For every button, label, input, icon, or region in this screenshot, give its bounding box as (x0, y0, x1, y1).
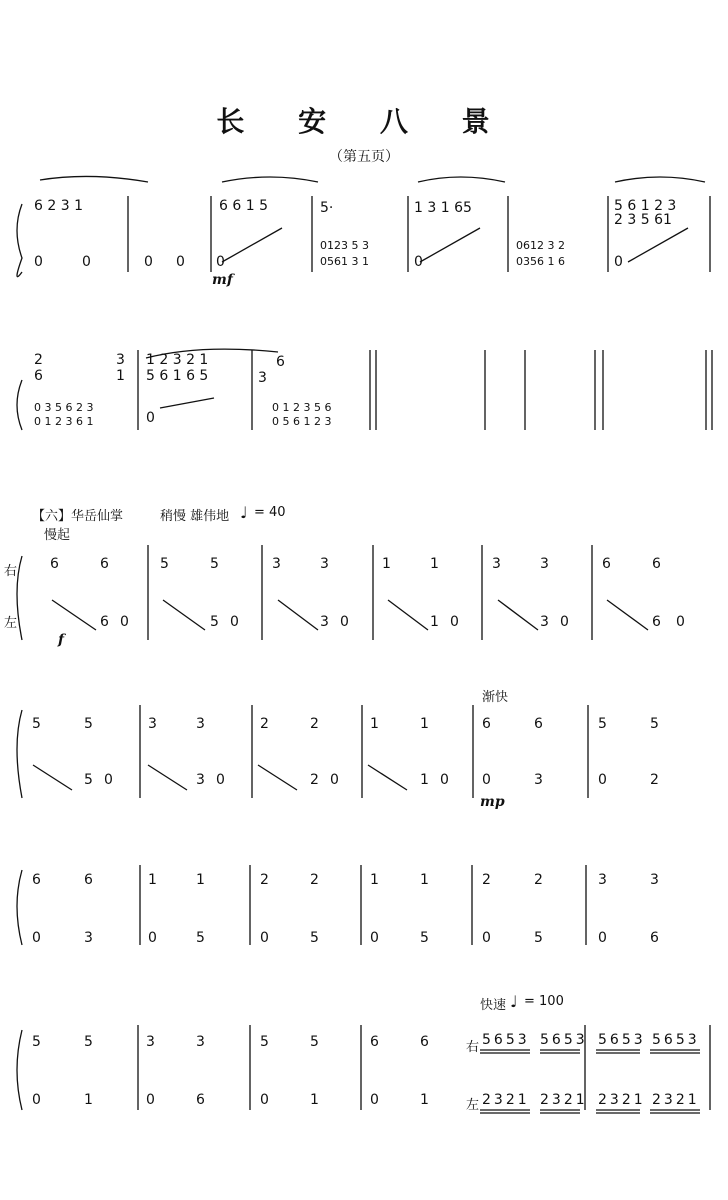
note-r2-c: 3 (116, 352, 125, 368)
note-r4-8: 1 (420, 716, 429, 732)
note-r3-l6: 0 (340, 614, 349, 630)
note-r6-2: 5 (84, 1034, 93, 1050)
note-r2-m: 0 5 6 1 2 3 (272, 415, 332, 428)
note-r3-10: 3 (540, 556, 549, 572)
note-r3-6: 3 (320, 556, 329, 572)
note-r1-upper-b: 6 6 1 5 (219, 198, 268, 214)
note-r2-a: 2 (34, 352, 43, 368)
quarter-note-icon-2: ♩ (510, 992, 518, 1011)
note-r2-l: 0 1 2 3 5 6 (272, 401, 332, 414)
note-r5-6: 2 (310, 872, 319, 888)
note-r1-upper-a: 6 2 3 1 (34, 198, 83, 214)
note-r4-6: 2 (310, 716, 319, 732)
note-r5-l11: 0 (598, 930, 607, 946)
left-hand-label: 左 (4, 616, 18, 631)
fast-tempo-value: = 100 (524, 994, 564, 1009)
note-r1-upper-f: 2 3 5 61 (614, 212, 672, 228)
note-r1-lower-g: 0 (414, 254, 423, 270)
dynamic-mp: mp (480, 794, 505, 810)
note-r3-l1: 6 (100, 614, 109, 630)
note-r5-l2: 3 (84, 930, 93, 946)
fast-right-1: 5653 (482, 1032, 530, 1048)
note-r4-7: 1 (370, 716, 379, 732)
note-r6-l6: 1 (310, 1092, 319, 1108)
note-r5-l8: 5 (420, 930, 429, 946)
note-r2-f: 5 6 1 6 5 (146, 368, 209, 384)
note-r5-l7: 0 (370, 930, 379, 946)
note-r1-lower-f: 0123 5 3 (320, 239, 369, 252)
note-r3-l2: 0 (120, 614, 129, 630)
fast-left-2: 2321 (540, 1092, 588, 1108)
note-r2-k: 0 (146, 410, 155, 426)
note-r4-4: 3 (196, 716, 205, 732)
fast-right-3: 5653 (598, 1032, 646, 1048)
note-r4-5: 2 (260, 716, 269, 732)
note-r1-lower-c: 0 (144, 254, 153, 270)
note-r4-11: 5 (598, 716, 607, 732)
note-r5-1: 6 (32, 872, 41, 888)
note-r4-l5: 2 (310, 772, 319, 788)
note-r4-l12: 2 (650, 772, 659, 788)
note-r5-4: 1 (196, 872, 205, 888)
page-subtitle: （第五页） (329, 149, 399, 165)
note-r4-9: 6 (482, 716, 491, 732)
note-r2-i: 0 3 5 6 2 3 (34, 401, 94, 414)
note-r3-l12: 0 (676, 614, 685, 630)
note-r4-12: 5 (650, 716, 659, 732)
note-r1-lower-d: 0 (176, 254, 185, 270)
note-r6-l7: 0 (370, 1092, 379, 1108)
note-r1-lower-b: 0 (82, 254, 91, 270)
note-r6-l2: 1 (84, 1092, 93, 1108)
note-r4-l7: 1 (420, 772, 429, 788)
fast-right-4: 5653 (652, 1032, 700, 1048)
note-r2-j: 0 1 2 3 6 1 (34, 415, 94, 428)
left-hand-label-2: 左 (466, 1098, 480, 1113)
note-r4-2: 5 (84, 716, 93, 732)
note-r5-10: 2 (534, 872, 543, 888)
note-r5-l6: 5 (310, 930, 319, 946)
note-r5-l9: 0 (482, 930, 491, 946)
note-r1-lower-h: 0561 3 1 (320, 255, 369, 268)
note-r6-l3: 0 (146, 1092, 155, 1108)
note-r4-l11: 0 (598, 772, 607, 788)
quarter-note-icon: ♩ (240, 503, 248, 522)
note-r3-8: 1 (430, 556, 439, 572)
note-r3-2: 6 (100, 556, 109, 572)
section-label: 【六】华岳仙掌 (32, 509, 124, 524)
note-r5-12: 3 (650, 872, 659, 888)
note-r4-10: 6 (534, 716, 543, 732)
note-r4-l2: 0 (104, 772, 113, 788)
fast-label: 快速 (480, 998, 507, 1013)
note-r2-e: 1 2 3 2 1 (146, 352, 209, 368)
note-r3-11: 6 (602, 556, 611, 572)
note-r2-g: 6 (276, 354, 285, 370)
note-r1-upper-e: 5 6 1 2 3 (614, 198, 677, 214)
note-r5-7: 1 (370, 872, 379, 888)
note-r3-l8: 0 (450, 614, 459, 630)
note-r2-b: 6 (34, 368, 43, 384)
note-r5-l4: 5 (196, 930, 205, 946)
note-r6-8: 6 (420, 1034, 429, 1050)
note-r5-l3: 0 (148, 930, 157, 946)
note-r5-9: 2 (482, 872, 491, 888)
note-r3-l10: 0 (560, 614, 569, 630)
note-r6-5: 5 (260, 1034, 269, 1050)
note-r3-5: 3 (272, 556, 281, 572)
note-r5-l10: 5 (534, 930, 543, 946)
note-r3-9: 3 (492, 556, 501, 572)
note-r4-1: 5 (32, 716, 41, 732)
note-r3-12: 6 (652, 556, 661, 572)
note-r6-4: 3 (196, 1034, 205, 1050)
fast-left-3: 2321 (598, 1092, 646, 1108)
note-r3-4: 5 (210, 556, 219, 572)
note-r3-l3: 5 (210, 614, 219, 630)
note-r6-6: 5 (310, 1034, 319, 1050)
note-r6-l5: 0 (260, 1092, 269, 1108)
note-r6-1: 5 (32, 1034, 41, 1050)
note-r6-l8: 1 (420, 1092, 429, 1108)
note-r5-l1: 0 (32, 930, 41, 946)
note-r3-3: 5 (160, 556, 169, 572)
note-r1-lower-i: 0 (614, 254, 623, 270)
note-r1-lower-a: 0 (34, 254, 43, 270)
note-r4-l6: 0 (330, 772, 339, 788)
right-hand-label-2: 右 (466, 1040, 480, 1055)
right-hand-label: 右 (4, 564, 18, 579)
note-r6-l1: 0 (32, 1092, 41, 1108)
note-r1-upper-c: 5· (320, 200, 334, 216)
note-r5-3: 1 (148, 872, 157, 888)
note-r5-8: 1 (420, 872, 429, 888)
note-r4-l9: 0 (482, 772, 491, 788)
note-r4-l1: 5 (84, 772, 93, 788)
page-title: 长 安 八 景 (216, 105, 512, 138)
note-r2-d: 1 (116, 368, 125, 384)
fast-left-1: 2321 (482, 1092, 530, 1108)
note-r5-11: 3 (598, 872, 607, 888)
note-r3-1: 6 (50, 556, 59, 572)
note-r1-lower-e: 0 (216, 254, 225, 270)
note-r1-upper-d: 1 3 1 65 (414, 200, 472, 216)
tempo-value: = 40 (254, 505, 286, 520)
dynamic-f: f (58, 632, 65, 648)
note-r6-3: 3 (146, 1034, 155, 1050)
accel-label: 渐快 (482, 690, 509, 705)
note-r5-2: 6 (84, 872, 93, 888)
tempo-text: 稍慢 雄伟地 (160, 509, 230, 524)
note-r3-l7: 1 (430, 614, 439, 630)
fast-right-2: 5653 (540, 1032, 588, 1048)
note-r4-l8: 0 (440, 772, 449, 788)
note-r3-7: 1 (382, 556, 391, 572)
note-r1-lower-k: 0356 1 6 (516, 255, 565, 268)
fast-left-4: 2321 (652, 1092, 700, 1108)
note-r4-3: 3 (148, 716, 157, 732)
note-r6-l4: 6 (196, 1092, 205, 1108)
start-label: 慢起 (44, 528, 71, 543)
note-r4-l10: 3 (534, 772, 543, 788)
note-r1-lower-j: 0612 3 2 (516, 239, 565, 252)
note-r4-l4: 0 (216, 772, 225, 788)
dynamic-mf: mf (212, 272, 233, 288)
note-r5-l5: 0 (260, 930, 269, 946)
note-r3-l5: 3 (320, 614, 329, 630)
note-r5-l12: 6 (650, 930, 659, 946)
note-r4-l3: 3 (196, 772, 205, 788)
note-r3-l4: 0 (230, 614, 239, 630)
note-r3-l11: 6 (652, 614, 661, 630)
note-r6-7: 6 (370, 1034, 379, 1050)
note-r5-5: 2 (260, 872, 269, 888)
note-r2-h: 3 (258, 370, 267, 386)
note-r3-l9: 3 (540, 614, 549, 630)
